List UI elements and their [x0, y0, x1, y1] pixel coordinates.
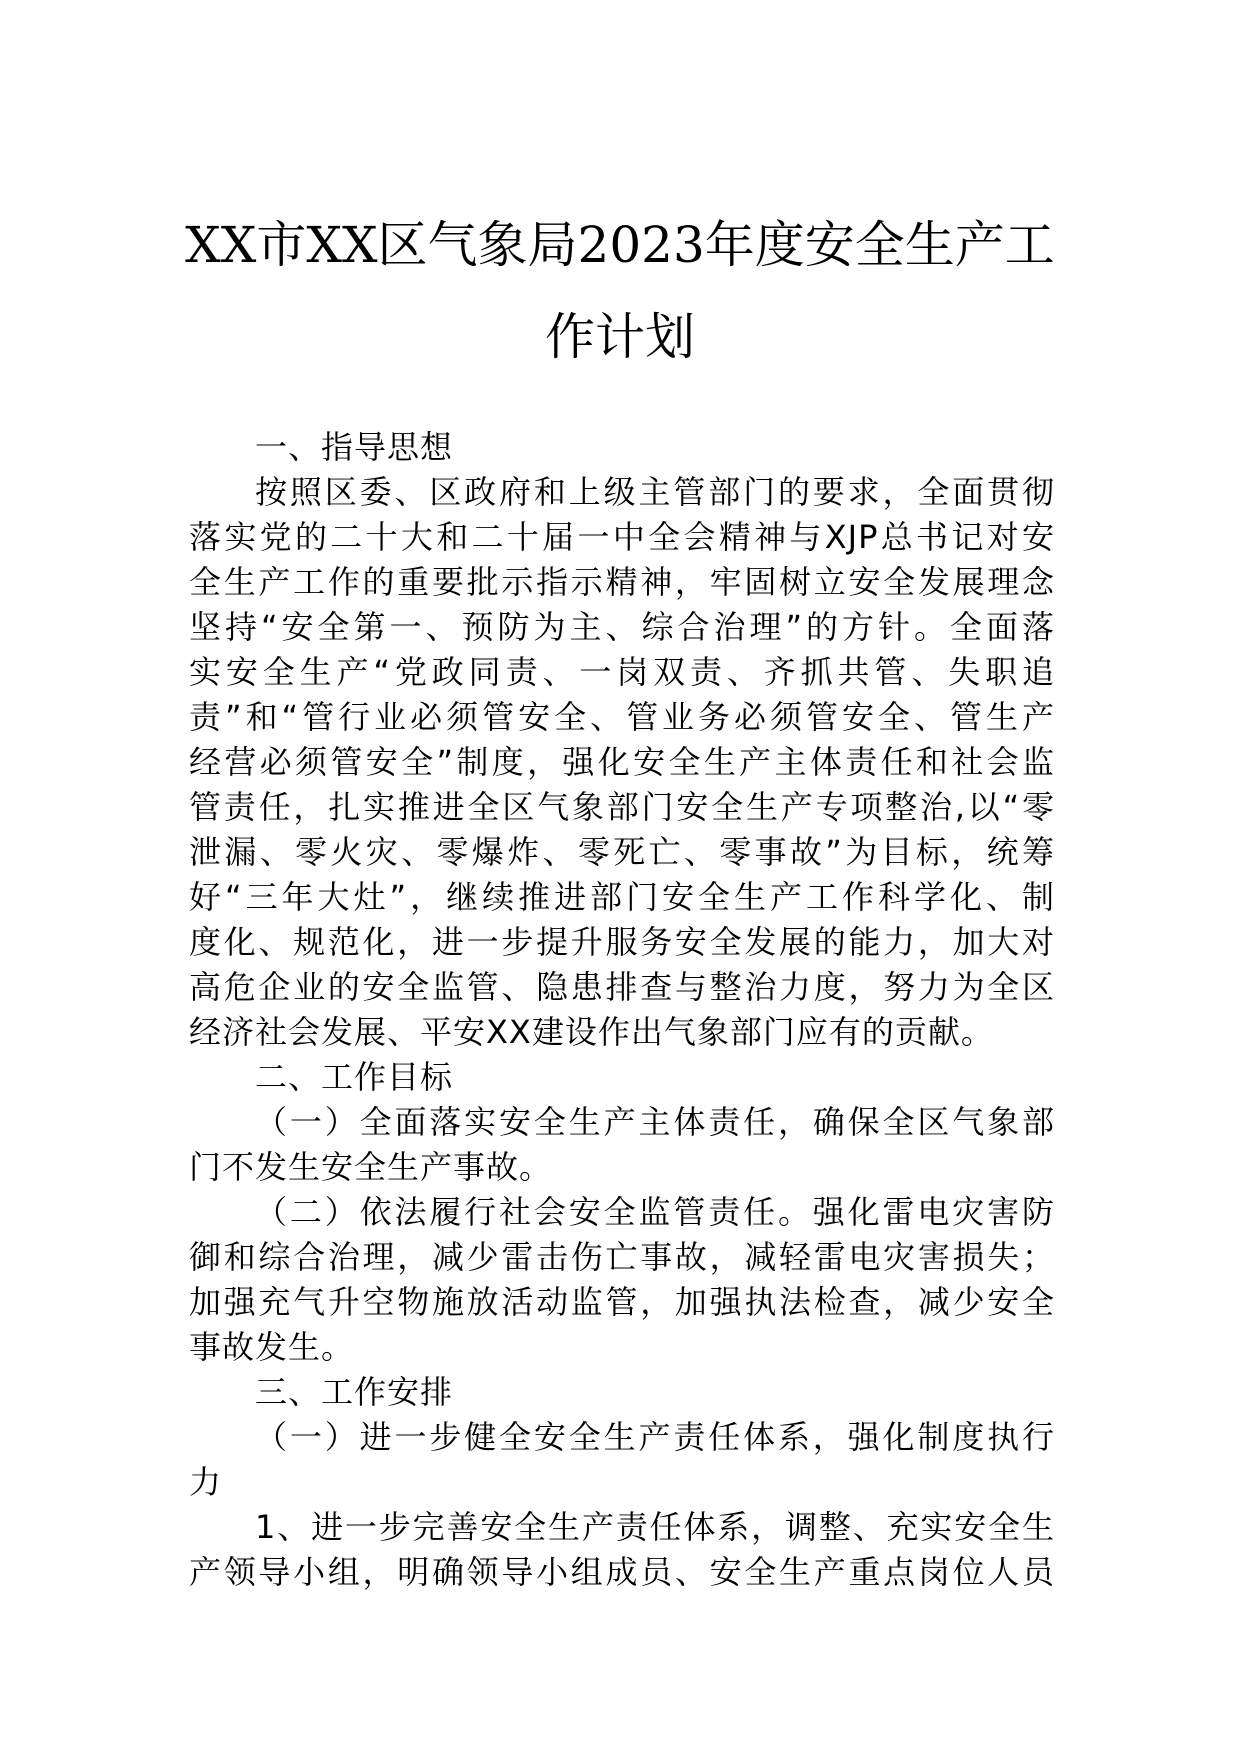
document-body: [189, 425, 1055, 1595]
body-line: 好“三年大灶”，继续推进部门安全生产工作科学化、制: [189, 878, 1055, 916]
body-line: 坚持“安全第一、预防为主、综合治理”的方针。全面落: [189, 608, 1055, 646]
body-line: 事故发生。: [189, 1328, 355, 1366]
body-line: 加强充气升空物施放活动监管，加强执法检查，减少安全: [189, 1283, 1055, 1321]
body-line: 经济社会发展、平安XX建设作出气象部门应有的贡献。: [189, 1013, 994, 1051]
body-line: 按照区委、区政府和上级主管部门的要求，全面贯彻: [255, 473, 1055, 511]
document-title-line-1: XX市XX区气象局2023年度安全生产工: [185, 216, 1055, 274]
body-line: 1、进一步完善安全生产责任体系，调整、充实安全生: [255, 1508, 1055, 1546]
body-line: 高危企业的安全监管、隐患排查与整治力度，努力为全区: [189, 968, 1055, 1006]
body-line: 门不发生安全生产事故。: [189, 1148, 553, 1186]
body-line: 落实党的二十大和二十届一中全会精神与XJP总书记对安: [189, 518, 1055, 556]
body-line: 经营必须管安全”制度，强化安全生产主体责任和社会监: [189, 743, 1055, 781]
body-line: 责”和“管行业必须管安全、管业务必须管安全、管生产: [189, 698, 1055, 736]
body-line: 泄漏、零火灾、零爆炸、零死亡、零事故”为目标，统筹: [189, 833, 1055, 871]
body-line: 二、工作目标: [255, 1058, 454, 1096]
body-line: 全生产工作的重要批示指示精神，牢固树立安全发展理念: [189, 563, 1055, 601]
body-line: （二）依法履行社会安全监管责任。强化雷电灾害防: [255, 1193, 1055, 1231]
body-line: 产领导小组，明确领导小组成员、安全生产重点岗位人员: [189, 1553, 1055, 1591]
body-line: 力: [189, 1463, 223, 1501]
body-line: （一）进一步健全安全生产责任体系，强化制度执行: [255, 1418, 1055, 1456]
body-line: 管责任，扎实推进全区气象部门安全生产专项整治,以“零: [189, 788, 1055, 826]
body-line: 度化、规范化，进一步提升服务安全发展的能力，加大对: [189, 923, 1055, 961]
body-line: 御和综合治理，减少雷击伤亡事故，减轻雷电灾害损失；: [189, 1238, 1055, 1276]
body-line: （一）全面落实安全生产主体责任，确保全区气象部: [255, 1103, 1055, 1141]
body-line: 一、指导思想: [255, 428, 454, 466]
body-line: 实安全生产“党政同责、一岗双责、齐抓共管、失职追: [189, 653, 1055, 691]
document-title-line-2: 作计划: [545, 308, 695, 366]
body-line: 三、工作安排: [255, 1373, 454, 1411]
